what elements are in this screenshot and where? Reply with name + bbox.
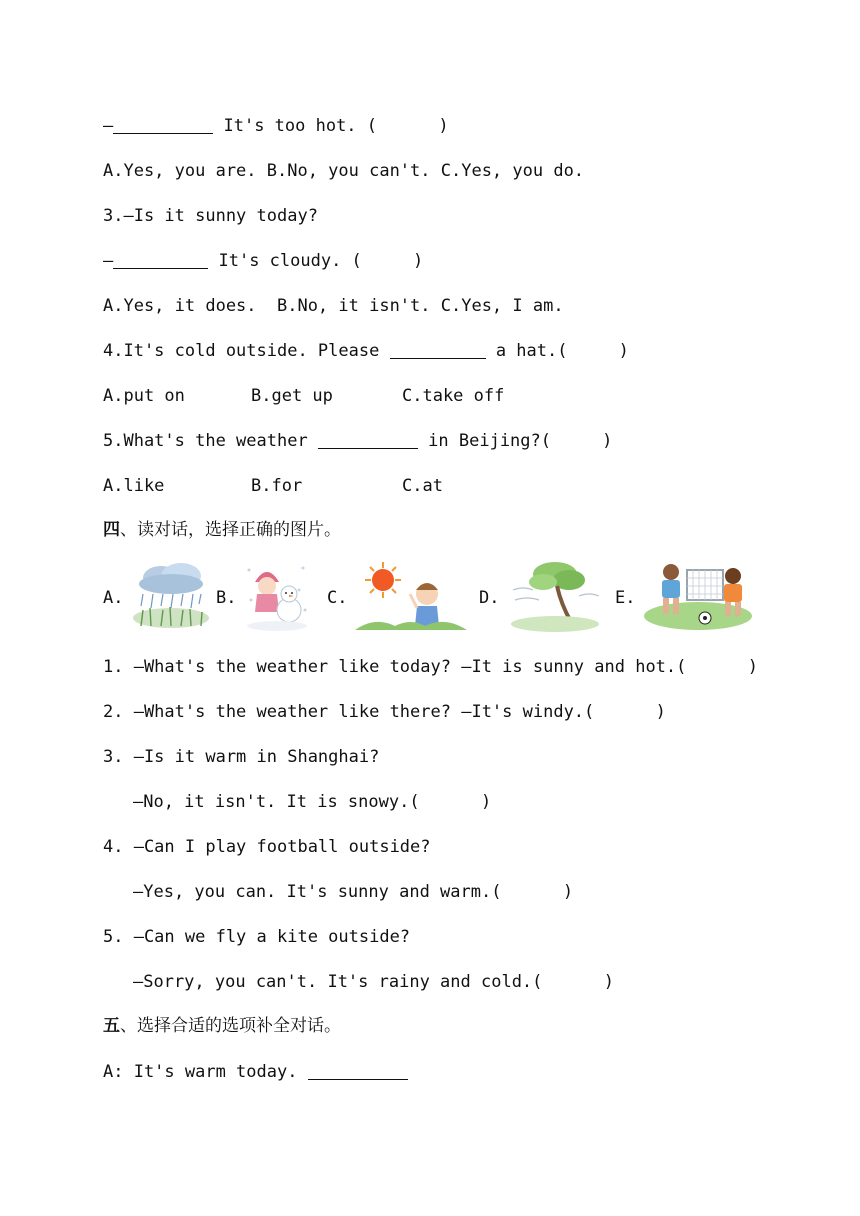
q3-answer-text: It's cloudy. ( ) [208,251,424,271]
q5-option-b: B.for [251,476,303,496]
q4-question [103,340,629,362]
section-title: 、读对话，选择正确的图片。 [120,520,341,540]
q4-option-c: C.take off [402,386,505,406]
pic-label-a: A. [103,588,124,608]
dialogue-4-question: 4. —Can I play football outside? [103,837,431,857]
answer-blank[interactable] [390,340,486,359]
dialogue-5-answer: —Sorry, you can't. It's rainy and cold.( ) [133,972,615,992]
q5-suffix: in Beijing?( ) [417,431,613,451]
q5-question [103,430,612,452]
q4-option-b: B.get up [251,386,333,406]
section-number: 五 [103,1016,120,1036]
answer-blank[interactable] [113,115,213,134]
pic-label-d: D. [479,588,500,608]
pic-label-c: C. [327,588,348,608]
dialogue-2: 2. —What's the weather like there? —It's windy.( ) [103,702,666,722]
dialogue-3-answer: —No, it isn't. It is snowy.( ) [133,792,492,812]
q5-prefix: 5.What's the weather [103,431,318,451]
wind-tree-icon [509,560,601,634]
q5-option-a: A.like [103,476,165,496]
q2-answer-line [103,115,449,137]
dialogue-4-answer: —Yes, you can. It's sunny and warm.( ) [133,882,574,902]
picture-options-row [103,560,763,636]
answer-blank[interactable] [113,250,208,269]
q4-option-a: A.put on [103,386,185,406]
rain-icon [131,560,209,630]
snowman-icon [243,560,311,634]
dash: — [103,251,114,271]
final-line-text: A: It's warm today. [103,1062,308,1082]
q4-suffix: a hat.( ) [485,341,629,361]
section-4-heading [103,519,341,541]
football-icon [643,560,753,630]
dash: — [103,116,114,136]
answer-blank[interactable] [318,430,418,449]
dialogue-1: 1. —What's the weather like today? —It is sunny and hot.( ) [103,657,759,677]
q5-option-c: C.at [402,476,443,496]
sun-hot-icon [355,560,469,634]
q3-answer-line [103,250,423,272]
final-dialogue-line [103,1061,408,1083]
section-title: 、选择合适的选项补全对话。 [120,1016,341,1036]
q3-question: 3.—Is it sunny today? [103,206,318,226]
dialogue-3-question: 3. —Is it warm in Shanghai? [103,747,380,767]
section-5-heading [103,1015,341,1037]
section-number: 四 [103,520,120,540]
dialogue-5-question: 5. —Can we fly a kite outside? [103,927,411,947]
q4-prefix: 4.It's cold outside. Please [103,341,390,361]
q2-options: A.Yes, you are. B.No, you can't. C.Yes, you do. [103,161,585,181]
q2-answer-text: It's too hot. ( ) [213,116,449,136]
q3-options: A.Yes, it does. B.No, it isn't. C.Yes, I am. [103,296,564,316]
answer-blank[interactable] [308,1061,408,1080]
pic-label-b: B. [216,588,237,608]
pic-label-e: E. [615,588,636,608]
